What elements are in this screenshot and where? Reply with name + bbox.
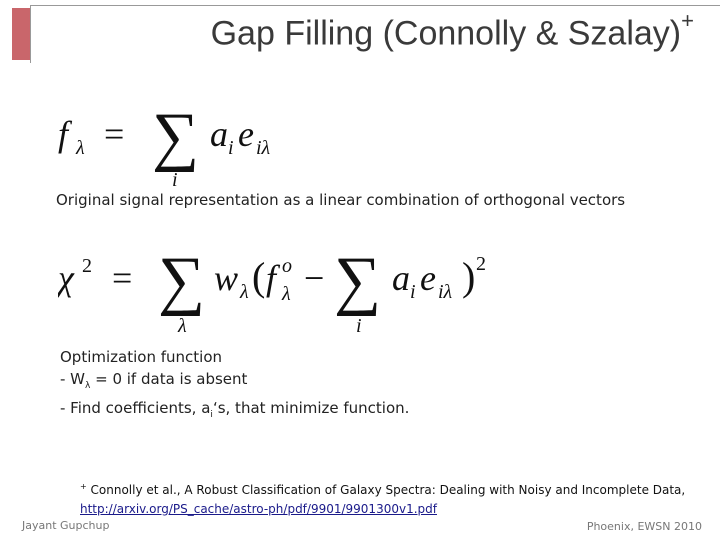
eq1-e: e: [238, 114, 254, 154]
eq2-power: 2: [476, 253, 486, 275]
eq2-open-paren: (: [252, 254, 266, 299]
eq2-a-sub: i: [410, 281, 416, 303]
equation-chi-square: [58, 240, 538, 340]
eq1-sigma: ∑: [152, 108, 200, 173]
eq1-e-sub: iλ: [256, 137, 271, 159]
eq1-equals: =: [104, 114, 125, 154]
equation-signal-representation: [58, 108, 298, 188]
footnote-marker: +: [80, 482, 87, 491]
eq2-chi-sup: 2: [82, 255, 92, 277]
eq2-chi: χ: [58, 258, 74, 298]
eq2-sigma-lambda: ∑: [158, 244, 206, 317]
eq1-lambda-sub: λ: [76, 137, 85, 159]
eq2-minus: −: [304, 258, 325, 298]
eq2-f: f: [266, 258, 277, 298]
eq2-w: w: [214, 258, 239, 298]
footnote: [80, 477, 685, 519]
eq2-e: e: [420, 258, 436, 298]
eq2-equals: =: [112, 258, 133, 298]
footer-author: Jayant Gupchup: [22, 519, 110, 532]
footnote-citation: + Connolly et al., A Robust Classification of Galaxy Spectra: Dealing with Noisy and Incomplete Data,: [80, 482, 686, 497]
eq1-f: f: [58, 114, 69, 154]
optimization-line-2: - $W_\lambda = 0$ if data is absent: [60, 370, 248, 391]
eq1-a-sub: i: [228, 137, 234, 159]
eq2-sigma-i: ∑: [334, 244, 382, 317]
eq2-close-paren: ): [462, 254, 476, 299]
title-footnote-marker: +: [681, 8, 694, 33]
eq2-a: a: [392, 258, 410, 298]
slide-title: Gap Filling (Connolly & Szalay)+: [210, 8, 694, 53]
title-accent-bar: [12, 8, 30, 60]
optimization-line-1: Optimization function: [60, 348, 222, 366]
footnote-link[interactable]: http://arxiv.org/PS_cache/astro-ph/pdf/9901/9901300v1.pdf: [80, 502, 437, 516]
eq2-f-sup: o: [282, 255, 292, 277]
footer-venue: Phoenix, EWSN 2010: [586, 520, 702, 533]
eq2-sum1-index: λ: [178, 315, 187, 337]
eq2-e-sub: iλ: [438, 281, 453, 303]
eq1-sum-index: i: [172, 169, 178, 188]
equation1-caption: Original signal representation as a linear combination of orthogonal vectors: [56, 191, 626, 209]
eq2-w-sub: λ: [240, 281, 249, 303]
eq1-a: a: [210, 114, 228, 154]
eq2-sum2-index: i: [356, 315, 362, 337]
optimization-notes: [60, 346, 409, 426]
optimization-line-3: - Find coefficients, $a_i‘s$, that minimize function.: [60, 399, 410, 420]
eq2-f-sub: λ: [282, 283, 291, 305]
